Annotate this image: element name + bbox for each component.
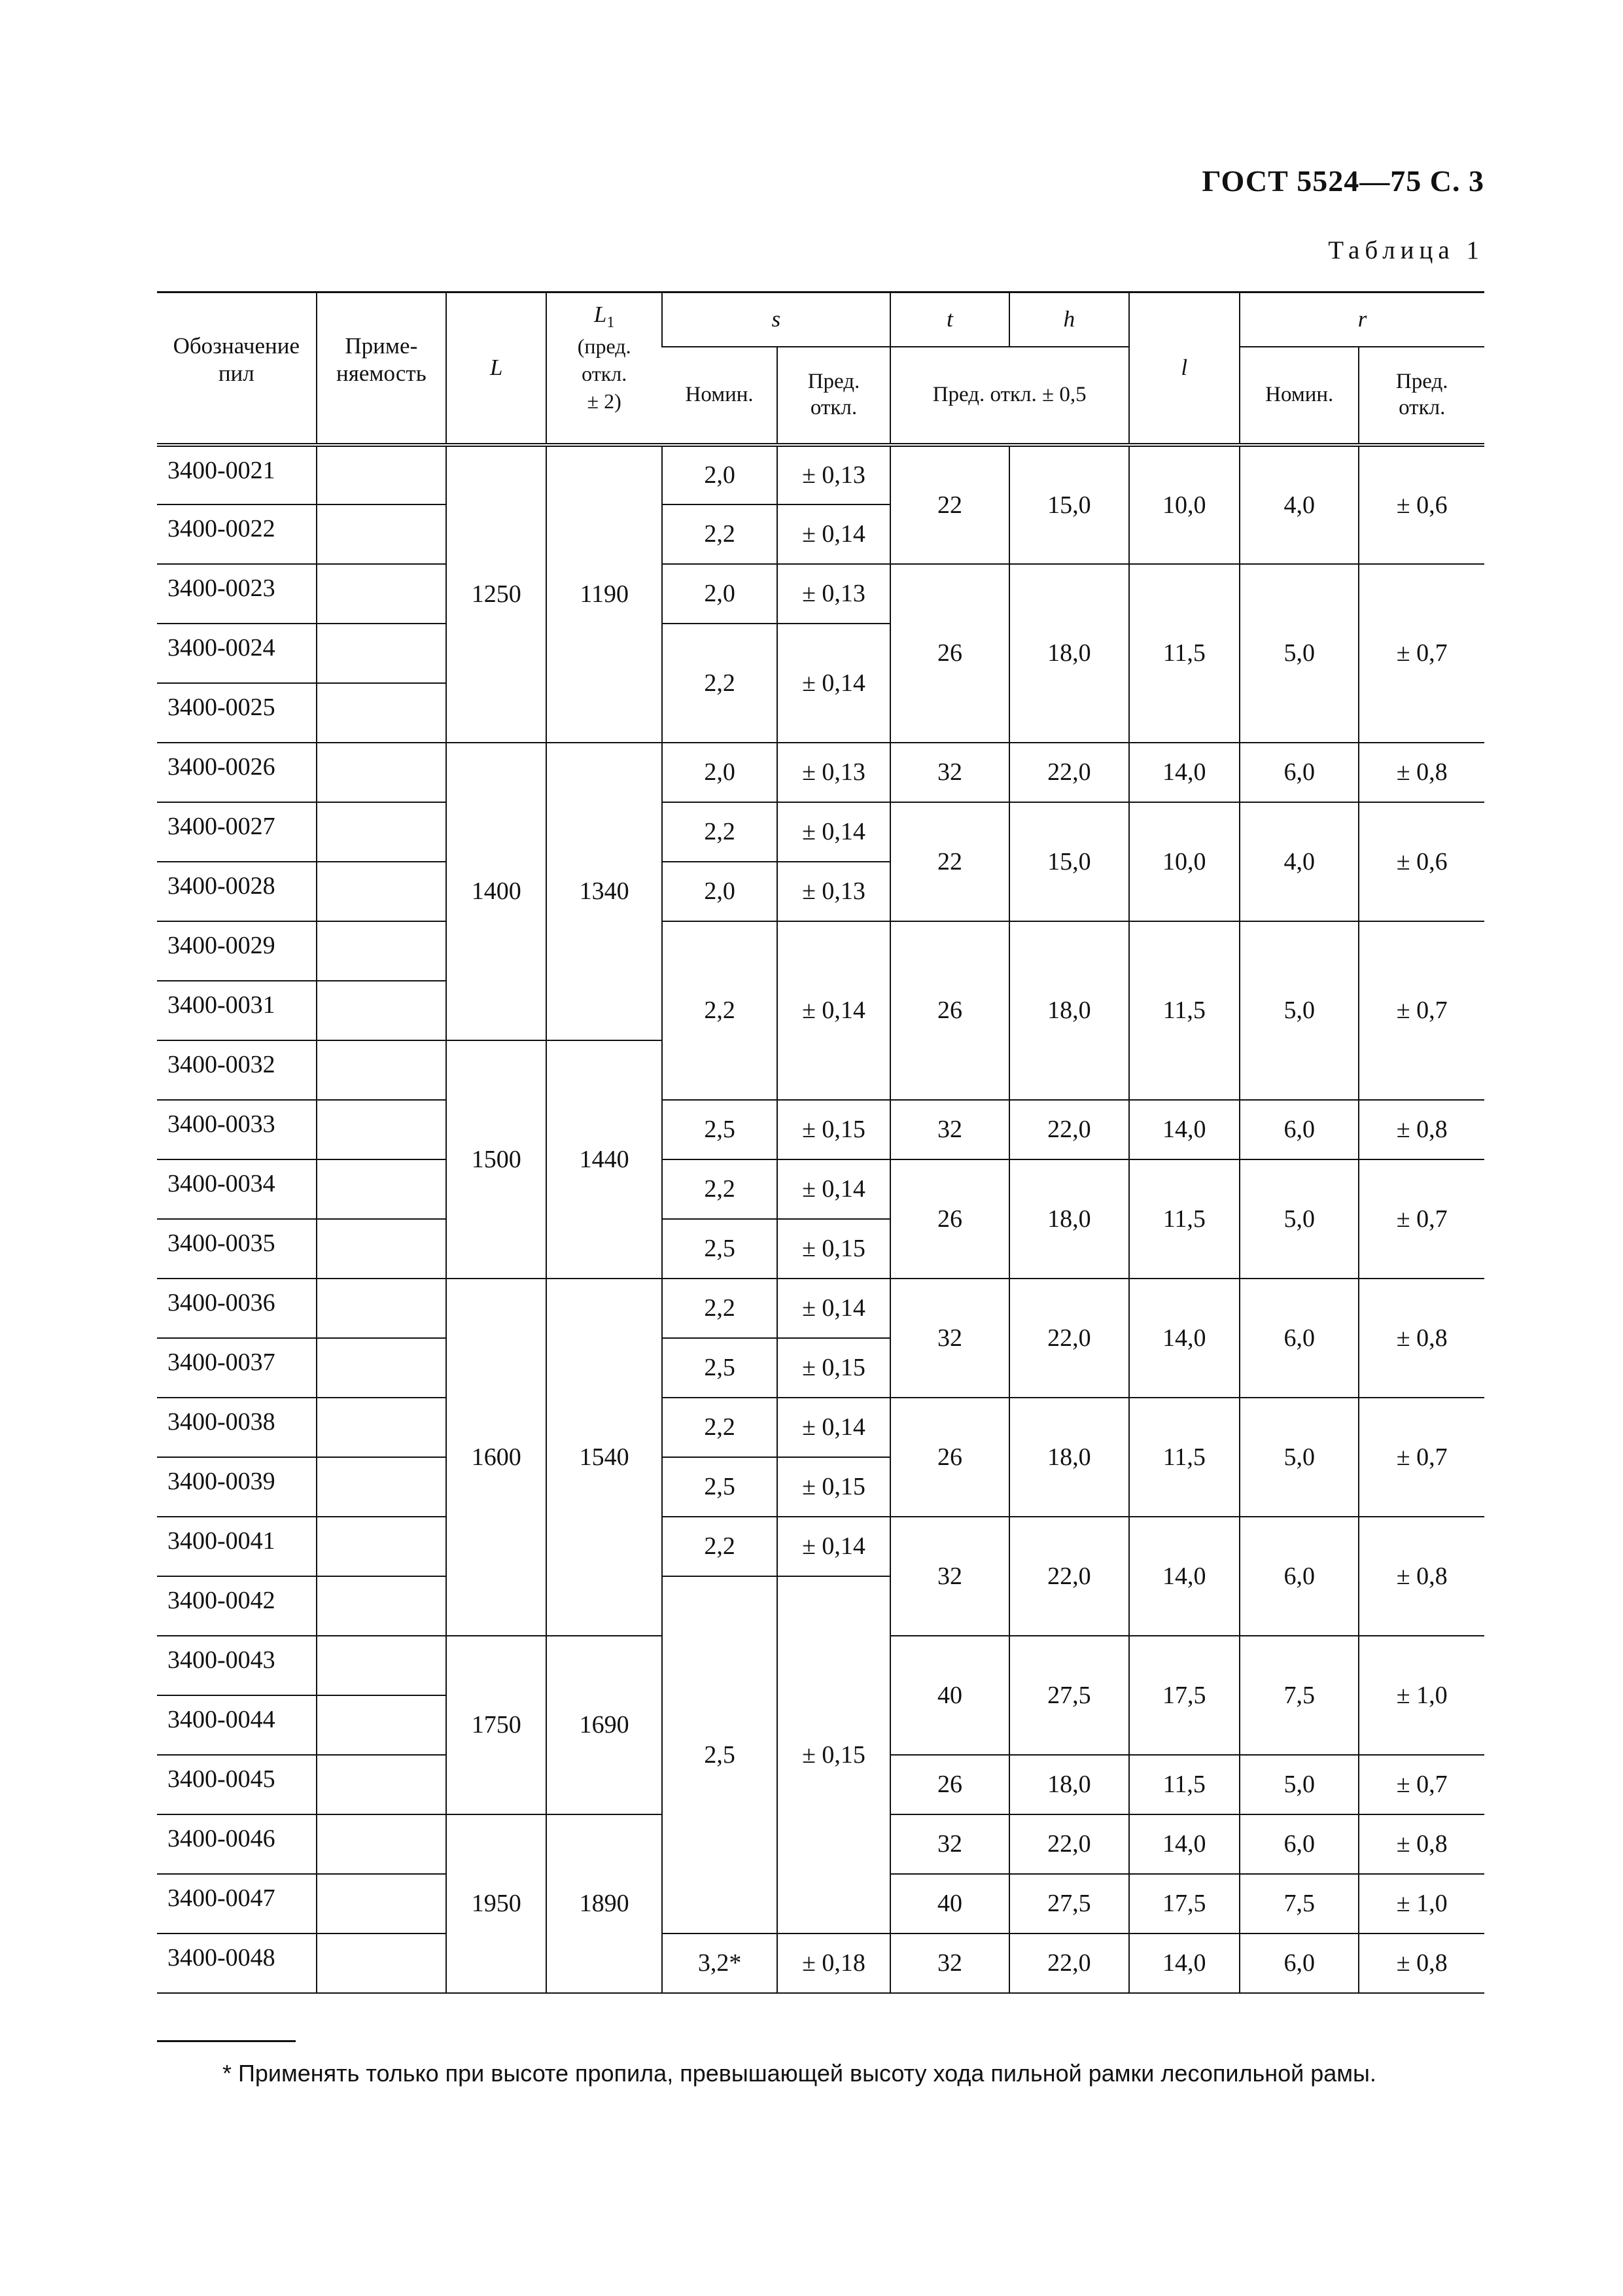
cell-applicability — [317, 624, 446, 683]
cell-r: 6,0 — [1240, 1814, 1359, 1874]
cell-h: 22,0 — [1009, 743, 1128, 802]
cell-s-dev: ± 0,14 — [777, 504, 890, 564]
cell-s-dev: ± 0,13 — [777, 862, 890, 921]
cell-applicability — [317, 1279, 446, 1338]
cell-applicability — [317, 1219, 446, 1279]
cell-s-dev: ± 0,14 — [777, 921, 890, 1100]
cell-l: 14,0 — [1129, 1100, 1240, 1159]
cell-designation: 3400-0033 — [157, 1100, 317, 1159]
saw-dimensions-table — [157, 291, 1484, 1994]
cell-L: 1750 — [446, 1636, 546, 1814]
cell-designation: 3400-0025 — [157, 683, 317, 743]
table-caption: Таблица 1 — [1328, 236, 1484, 264]
cell-t: 32 — [890, 1517, 1009, 1636]
cell-rd: ± 0,7 — [1359, 1755, 1484, 1814]
cell-h: 18,0 — [1009, 564, 1128, 743]
cell-rd: ± 0,8 — [1359, 1814, 1484, 1874]
cell-h: 18,0 — [1009, 1398, 1128, 1517]
cell-rd: ± 1,0 — [1359, 1636, 1484, 1755]
cell-r: 5,0 — [1240, 1755, 1359, 1814]
table-row — [157, 1159, 1484, 1219]
cell-applicability — [317, 1159, 446, 1219]
col-s-nom: Номин. — [662, 347, 777, 445]
cell-s-nom: 2,5 — [662, 1100, 777, 1159]
cell-designation: 3400-0037 — [157, 1338, 317, 1398]
cell-s-dev: ± 0,18 — [777, 1934, 890, 1993]
cell-L1: 1190 — [546, 445, 661, 743]
cell-h: 15,0 — [1009, 802, 1128, 921]
cell-L: 1600 — [446, 1279, 546, 1636]
cell-r: 5,0 — [1240, 921, 1359, 1100]
cell-rd: ± 0,7 — [1359, 1159, 1484, 1279]
cell-L: 1400 — [446, 743, 546, 1040]
cell-h: 27,5 — [1009, 1874, 1128, 1934]
col-h: h — [1009, 292, 1128, 347]
cell-r: 7,5 — [1240, 1636, 1359, 1755]
cell-l: 14,0 — [1129, 1934, 1240, 1993]
col-L: L — [446, 292, 546, 445]
cell-applicability — [317, 1695, 446, 1755]
cell-applicability — [317, 981, 446, 1040]
cell-rd: ± 0,7 — [1359, 1398, 1484, 1517]
cell-designation: 3400-0034 — [157, 1159, 317, 1219]
cell-h: 27,5 — [1009, 1636, 1128, 1755]
cell-s-nom: 2,2 — [662, 802, 777, 862]
table-row — [157, 743, 1484, 802]
col-r-nom: Номин. — [1240, 347, 1359, 445]
cell-h: 22,0 — [1009, 1100, 1128, 1159]
cell-r: 6,0 — [1240, 1279, 1359, 1398]
cell-r: 5,0 — [1240, 564, 1359, 743]
cell-s-nom: 3,2* — [662, 1934, 777, 1993]
cell-l: 10,0 — [1129, 802, 1240, 921]
cell-t: 40 — [890, 1874, 1009, 1934]
cell-designation: 3400-0039 — [157, 1457, 317, 1517]
cell-t: 26 — [890, 1755, 1009, 1814]
cell-t: 26 — [890, 921, 1009, 1100]
cell-s-nom: 2,0 — [662, 862, 777, 921]
table-row — [157, 1517, 1484, 1576]
cell-l: 11,5 — [1129, 564, 1240, 743]
cell-l: 10,0 — [1129, 445, 1240, 564]
col-s: s — [662, 292, 890, 347]
cell-s-nom: 2,0 — [662, 743, 777, 802]
cell-t: 26 — [890, 1159, 1009, 1279]
footnote: * Применять только при высоте пропила, превышающей высоту хода пильной рамки лесопильной рамы. — [222, 2060, 1376, 2087]
cell-s-dev: ± 0,15 — [777, 1100, 890, 1159]
cell-r: 4,0 — [1240, 445, 1359, 564]
cell-designation: 3400-0035 — [157, 1219, 317, 1279]
cell-t: 40 — [890, 1636, 1009, 1755]
cell-designation: 3400-0031 — [157, 981, 317, 1040]
cell-l: 17,5 — [1129, 1636, 1240, 1755]
cell-s-dev: ± 0,15 — [777, 1576, 890, 1934]
cell-applicability — [317, 1576, 446, 1636]
cell-rd: ± 0,8 — [1359, 1279, 1484, 1398]
col-applicability: Приме- няемость — [317, 292, 446, 445]
cell-t: 26 — [890, 564, 1009, 743]
cell-h: 22,0 — [1009, 1814, 1128, 1874]
page-header: ГОСТ 5524—75 С. 3 — [1202, 164, 1484, 198]
cell-rd: ± 0,8 — [1359, 1517, 1484, 1636]
cell-applicability — [317, 1755, 446, 1814]
cell-s-dev: ± 0,14 — [777, 1279, 890, 1338]
cell-l: 14,0 — [1129, 743, 1240, 802]
footnote-rule — [157, 2040, 296, 2042]
cell-applicability — [317, 1338, 446, 1398]
col-L1 — [546, 292, 661, 445]
cell-s-nom: 2,2 — [662, 1517, 777, 1576]
cell-L1: 1890 — [546, 1814, 661, 1993]
cell-designation: 3400-0044 — [157, 1695, 317, 1755]
cell-applicability — [317, 1636, 446, 1695]
cell-designation: 3400-0027 — [157, 802, 317, 862]
cell-s-nom: 2,2 — [662, 1398, 777, 1457]
cell-s-dev: ± 0,13 — [777, 445, 890, 504]
cell-s-nom: 2,0 — [662, 564, 777, 624]
cell-rd: ± 0,6 — [1359, 802, 1484, 921]
cell-h: 22,0 — [1009, 1934, 1128, 1993]
cell-s-dev: ± 0,15 — [777, 1219, 890, 1279]
cell-designation: 3400-0026 — [157, 743, 317, 802]
cell-L: 1950 — [446, 1814, 546, 1993]
cell-rd: ± 0,7 — [1359, 564, 1484, 743]
cell-t: 32 — [890, 1100, 1009, 1159]
cell-s-dev: ± 0,15 — [777, 1338, 890, 1398]
cell-designation: 3400-0028 — [157, 862, 317, 921]
cell-l: 17,5 — [1129, 1874, 1240, 1934]
cell-designation: 3400-0041 — [157, 1517, 317, 1576]
table-row — [157, 802, 1484, 862]
cell-designation: 3400-0024 — [157, 624, 317, 683]
cell-r: 6,0 — [1240, 1100, 1359, 1159]
col-designation: Обозначение пил — [157, 292, 317, 445]
cell-s-dev: ± 0,14 — [777, 1398, 890, 1457]
cell-t: 32 — [890, 1279, 1009, 1398]
cell-rd: ± 0,7 — [1359, 921, 1484, 1100]
cell-L1: 1690 — [546, 1636, 661, 1814]
cell-r: 4,0 — [1240, 802, 1359, 921]
cell-rd: ± 0,8 — [1359, 743, 1484, 802]
cell-applicability — [317, 1934, 446, 1993]
cell-s-dev: ± 0,14 — [777, 1517, 890, 1576]
cell-s-nom: 2,5 — [662, 1457, 777, 1517]
cell-r: 7,5 — [1240, 1874, 1359, 1934]
cell-designation: 3400-0045 — [157, 1755, 317, 1814]
cell-L: 1500 — [446, 1040, 546, 1279]
cell-L1: 1340 — [546, 743, 661, 1040]
cell-applicability — [317, 1040, 446, 1100]
table-row — [157, 1100, 1484, 1159]
cell-designation: 3400-0048 — [157, 1934, 317, 1993]
table-row — [157, 564, 1484, 624]
table-row — [157, 445, 1484, 504]
col-r-dev: Пред. откл. — [1359, 347, 1484, 445]
cell-applicability — [317, 802, 446, 862]
cell-s-nom: 2,2 — [662, 624, 777, 743]
cell-rd: ± 0,6 — [1359, 445, 1484, 564]
cell-L: 1250 — [446, 445, 546, 743]
cell-t: 22 — [890, 445, 1009, 564]
cell-rd: ± 1,0 — [1359, 1874, 1484, 1934]
cell-s-nom: 2,2 — [662, 1159, 777, 1219]
L1-subscript: 1 — [606, 314, 615, 331]
cell-r: 6,0 — [1240, 743, 1359, 802]
cell-s-dev: ± 0,13 — [777, 564, 890, 624]
cell-h: 22,0 — [1009, 1279, 1128, 1398]
col-th-dev: Пред. откл. ± 0,5 — [890, 347, 1129, 445]
cell-l: 14,0 — [1129, 1517, 1240, 1636]
cell-t: 22 — [890, 802, 1009, 921]
cell-applicability — [317, 1814, 446, 1874]
cell-s-nom: 2,2 — [662, 1279, 777, 1338]
cell-applicability — [317, 683, 446, 743]
cell-s-nom: 2,5 — [662, 1576, 777, 1934]
cell-h: 15,0 — [1009, 445, 1128, 564]
cell-rd: ± 0,8 — [1359, 1934, 1484, 1993]
cell-t: 26 — [890, 1398, 1009, 1517]
cell-applicability — [317, 504, 446, 564]
cell-applicability — [317, 1398, 446, 1457]
cell-applicability — [317, 1457, 446, 1517]
cell-designation: 3400-0029 — [157, 921, 317, 981]
cell-designation: 3400-0038 — [157, 1398, 317, 1457]
cell-applicability — [317, 921, 446, 981]
cell-l: 11,5 — [1129, 921, 1240, 1100]
cell-applicability — [317, 1517, 446, 1576]
cell-r: 6,0 — [1240, 1934, 1359, 1993]
cell-h: 22,0 — [1009, 1517, 1128, 1636]
cell-h: 18,0 — [1009, 1755, 1128, 1814]
cell-l: 14,0 — [1129, 1279, 1240, 1398]
col-l: l — [1129, 292, 1240, 445]
cell-r: 6,0 — [1240, 1517, 1359, 1636]
cell-s-dev: ± 0,14 — [777, 802, 890, 862]
cell-L1: 1540 — [546, 1279, 661, 1636]
cell-t: 32 — [890, 1814, 1009, 1874]
table-row — [157, 1279, 1484, 1338]
cell-r: 5,0 — [1240, 1159, 1359, 1279]
cell-designation: 3400-0046 — [157, 1814, 317, 1874]
cell-s-nom: 2,0 — [662, 445, 777, 504]
cell-designation: 3400-0023 — [157, 564, 317, 624]
cell-s-dev: ± 0,14 — [777, 624, 890, 743]
cell-designation: 3400-0036 — [157, 1279, 317, 1338]
L1-note: (пред. откл. ± 2) — [577, 334, 631, 413]
cell-designation: 3400-0022 — [157, 504, 317, 564]
cell-l: 11,5 — [1129, 1398, 1240, 1517]
col-s-dev: Пред. откл. — [777, 347, 890, 445]
cell-designation: 3400-0032 — [157, 1040, 317, 1100]
cell-t: 32 — [890, 1934, 1009, 1993]
cell-h: 18,0 — [1009, 1159, 1128, 1279]
cell-applicability — [317, 1874, 446, 1934]
cell-designation: 3400-0047 — [157, 1874, 317, 1934]
cell-l: 11,5 — [1129, 1755, 1240, 1814]
table-row — [157, 921, 1484, 981]
cell-s-dev: ± 0,13 — [777, 743, 890, 802]
cell-t: 32 — [890, 743, 1009, 802]
cell-s-nom: 2,2 — [662, 504, 777, 564]
cell-l: 11,5 — [1129, 1159, 1240, 1279]
cell-applicability — [317, 564, 446, 624]
table-body — [157, 445, 1484, 1993]
cell-s-dev: ± 0,15 — [777, 1457, 890, 1517]
table-row — [157, 1934, 1484, 1993]
cell-applicability — [317, 1100, 446, 1159]
cell-designation: 3400-0021 — [157, 445, 317, 504]
col-t: t — [890, 292, 1009, 347]
cell-s-dev: ± 0,14 — [777, 1159, 890, 1219]
cell-s-nom: 2,5 — [662, 1338, 777, 1398]
L1-symbol: L — [593, 302, 607, 327]
cell-applicability — [317, 445, 446, 504]
cell-h: 18,0 — [1009, 921, 1128, 1100]
cell-s-nom: 2,2 — [662, 921, 777, 1100]
cell-applicability — [317, 743, 446, 802]
cell-L1: 1440 — [546, 1040, 661, 1279]
cell-rd: ± 0,8 — [1359, 1100, 1484, 1159]
cell-designation: 3400-0043 — [157, 1636, 317, 1695]
cell-l: 14,0 — [1129, 1814, 1240, 1874]
cell-r: 5,0 — [1240, 1398, 1359, 1517]
col-r: r — [1240, 292, 1484, 347]
cell-applicability — [317, 862, 446, 921]
table-row — [157, 1398, 1484, 1457]
cell-designation: 3400-0042 — [157, 1576, 317, 1636]
cell-s-nom: 2,5 — [662, 1219, 777, 1279]
